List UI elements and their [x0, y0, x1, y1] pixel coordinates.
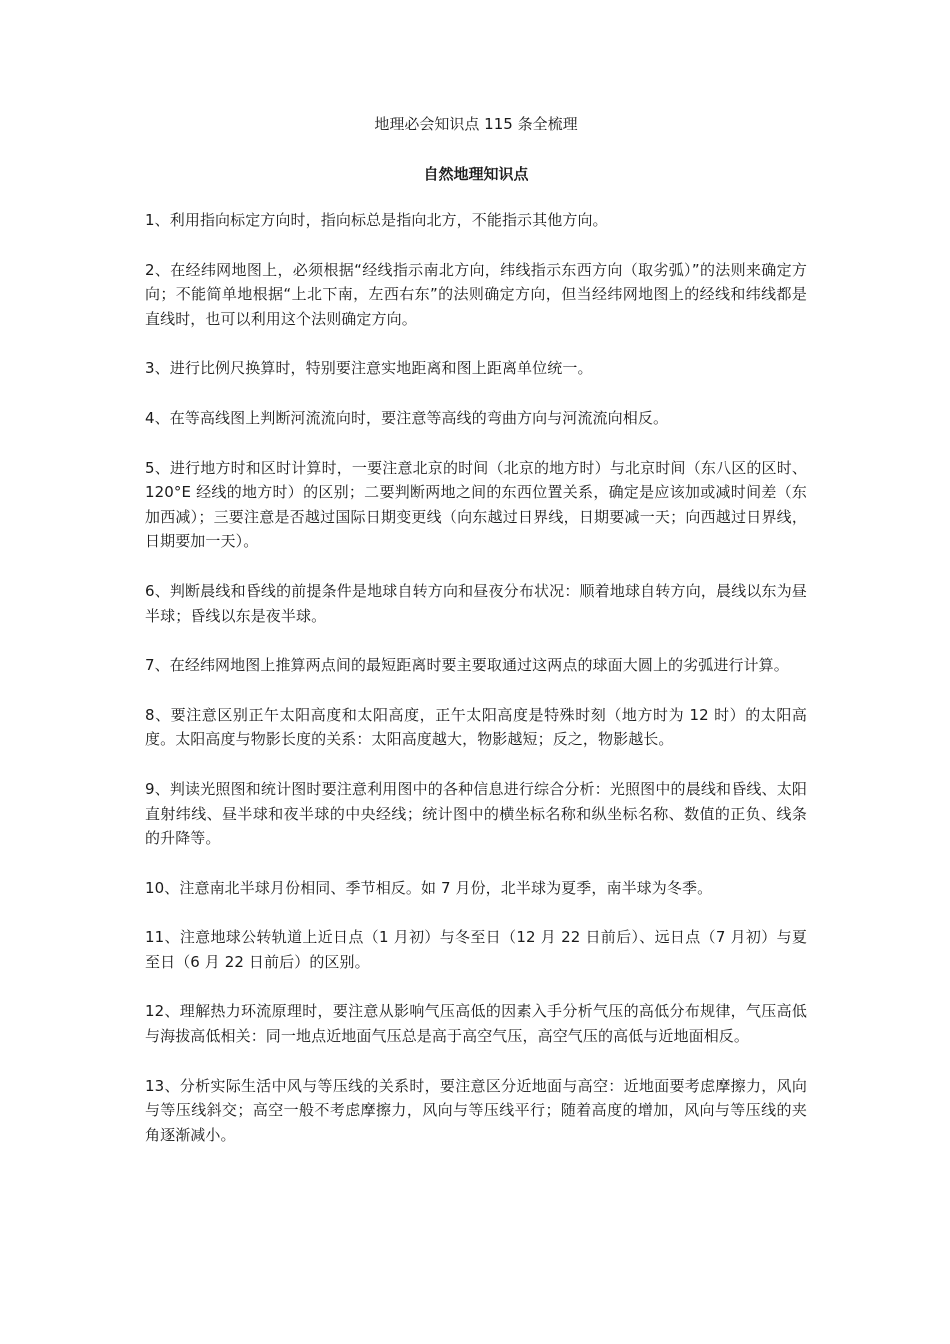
document-title: 地理必会知识点 115 条全梳理	[374, 115, 578, 133]
list-item: 8、要注意区别正午太阳高度和太阳高度，正午太阳高度是特殊时刻（地方时为 12 时）的太阳高度。太阳高度与物影长度的关系：太阳高度越大，物影越短；反之，物影越长。	[145, 705, 807, 749]
list-item: 12、理解热力环流原理时，要注意从影响气压高低的因素入手分析气压的高低分布规律，气压高低与海拔高低相关：同一地点近地面气压总是高于高空气压，高空气压的高低与近地面相反。	[145, 1002, 807, 1046]
list-item: 4、在等高线图上判断河流流向时，要注意等高线的弯曲方向与河流流向相反。	[145, 408, 669, 427]
document-page	[145, 112, 807, 1172]
list-item: 2、在经纬网地图上，必须根据“经线指示南北方向，纬线指示东西方向（取劣弧）”的法则来确定方向；不能简单地根据“上北下南，左西右东”的法则确定方向，但当经纬网地图上的经线和纬线都是直线时，也可以利用这个法则确定方向。	[145, 260, 807, 328]
list-item: 11、注意地球公转轨道上近日点（1 月初）与冬至日（12 月 22 日前后）、远日点（7 月初）与夏至日（6 月 22 日前后）的区别。	[145, 928, 807, 971]
section-title: 自然地理知识点	[423, 165, 529, 183]
list-item: 13、分析实际生活中风与等压线的关系时，要注意区分近地面与高空：近地面要考虑摩擦力，风向与等压线斜交；高空一般不考虑摩擦力，风向与等压线平行；随着高度的增加，风向与等压线的夹角逐渐减小。	[145, 1076, 807, 1144]
list-item: 1、利用指向标定方向时，指向标总是指向北方，不能指示其他方向。	[145, 211, 608, 229]
list-item: 5、进行地方时和区时计算时，一要注意北京的时间（北京的地方时）与北京时间（东八区的区时、120°E 经线的地方时）的区别；二要判断两地之间的东西位置关系，确定是应该加或减时间差（东加西减）；三要注意是否越过国际日期变更线（向东越过日界线，日期要减一天；向西越过日界线，日期要加一天）。	[145, 458, 807, 551]
list-item: 9、判读光照图和统计图时要注意利用图中的各种信息进行综合分析：光照图中的晨线和昏线、太阳直射纬线、昼半球和夜半球的中央经线；统计图中的横坐标名称和纵坐标名称、数值的正负、线条的升降等。	[145, 779, 807, 848]
list-item: 6、判断晨线和昏线的前提条件是地球自转方向和昼夜分布状况：顺着地球自转方向，晨线以东为昼半球；昏线以东是夜半球。	[145, 581, 807, 625]
list-item: 7、在经纬网地图上推算两点间的最短距离时要主要取通过这两点的球面大圆上的劣弧进行计算。	[145, 656, 789, 675]
list-item: 3、进行比例尺换算时，特别要注意实地距离和图上距离单位统一。	[145, 359, 593, 378]
list-item: 10、注意南北半球月份相同、季节相反。如 7 月份，北半球为夏季，南半球为冬季。	[145, 878, 713, 897]
